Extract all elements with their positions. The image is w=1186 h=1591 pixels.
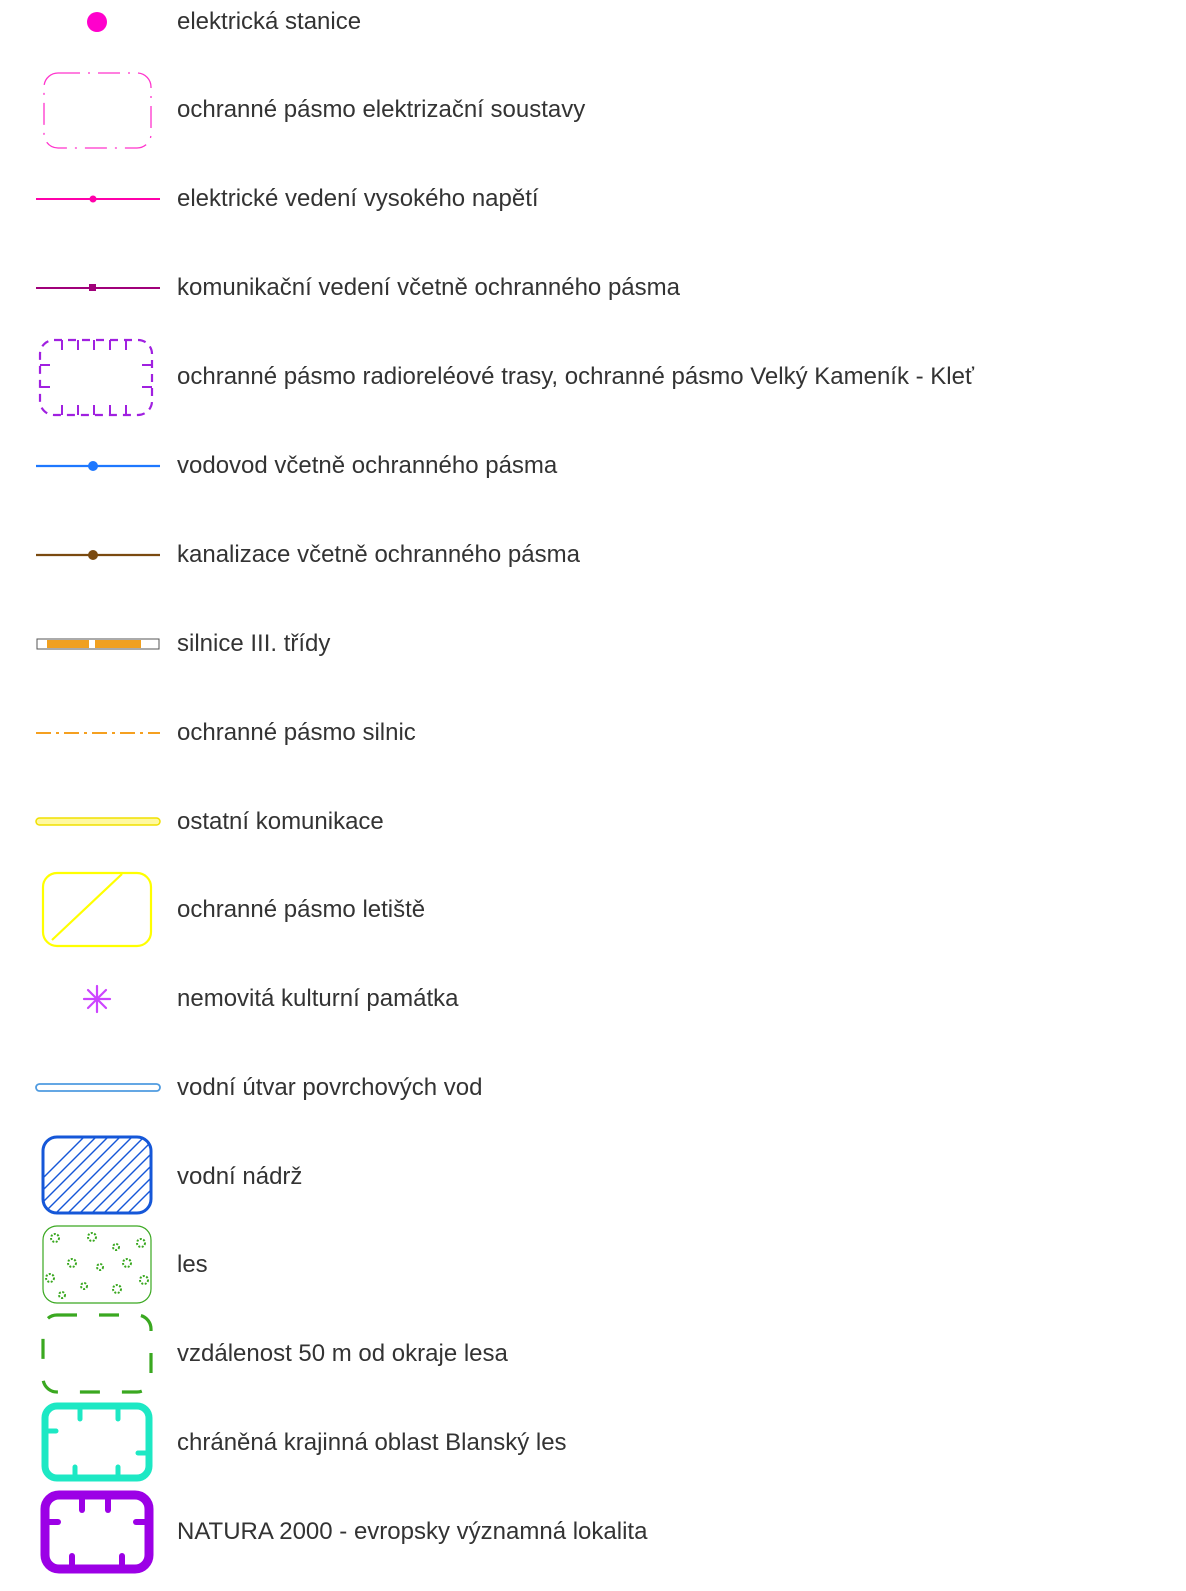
pink-dot-icon xyxy=(0,0,165,64)
legend-label: vodní nádrž xyxy=(177,1163,303,1190)
legend-label: vodovod včetně ochranného pásma xyxy=(177,452,558,479)
purple-thick-box-icon xyxy=(0,1490,165,1574)
legend-label: ochranné pásmo silnic xyxy=(177,719,416,746)
legend-label: les xyxy=(177,1251,208,1278)
legend-label: ochranné pásmo letiště xyxy=(177,896,426,923)
legend-label: nemovitá kulturní památka xyxy=(177,985,459,1012)
brown-line-with-dot-icon xyxy=(0,513,165,597)
legend-item-water-reservoir xyxy=(0,1135,1186,1219)
legend-item-power-grid-buffer xyxy=(0,68,1186,152)
blue-hatched-box-icon xyxy=(0,1135,165,1219)
pink-line-with-dot-icon xyxy=(0,157,165,241)
legend-label: elektrické vedení vysokého napětí xyxy=(177,185,539,212)
legend-label: NATURA 2000 - evropsky významná lokalita xyxy=(177,1518,648,1545)
legend-item-electric-station xyxy=(0,0,1186,64)
legend-item-sewer xyxy=(0,513,1186,597)
orange-dash-dot-line-icon xyxy=(0,691,165,775)
legend-item-communication-line xyxy=(0,246,1186,330)
yellow-box-with-diagonal-icon xyxy=(0,868,165,952)
green-patterned-box-icon xyxy=(0,1223,165,1307)
legend-label: komunikační vedení včetně ochranného pásma xyxy=(177,274,680,301)
legend-item-forest-edge-distance xyxy=(0,1312,1186,1396)
legend-label: ochranné pásmo radioreléové trasy, ochranné pásmo Velký Kameník - Kleť xyxy=(177,363,974,390)
legend-item-natura-2000 xyxy=(0,1490,1186,1574)
yellow-double-line-icon xyxy=(0,780,165,864)
legend-item-water-main xyxy=(0,424,1186,508)
legend-item-forest xyxy=(0,1223,1186,1307)
light-blue-double-line-icon xyxy=(0,1046,165,1130)
legend-item-road-class-3 xyxy=(0,602,1186,686)
violet-asterisk-icon xyxy=(0,957,165,1041)
legend-label: kanalizace včetně ochranného pásma xyxy=(177,541,580,568)
legend-label: vodní útvar povrchových vod xyxy=(177,1074,483,1101)
legend-label: elektrická stanice xyxy=(177,8,362,35)
teal-thick-box-icon xyxy=(0,1401,165,1485)
legend-item-airport-buffer xyxy=(0,868,1186,952)
blue-line-with-dot-icon xyxy=(0,424,165,508)
legend-label: ostatní komunikace xyxy=(177,808,384,835)
violet-tick-box-icon xyxy=(0,335,165,419)
purple-line-with-square-icon xyxy=(0,246,165,330)
orange-road-band-icon xyxy=(0,602,165,686)
legend-label: vzdálenost 50 m od okraje lesa xyxy=(177,1340,508,1367)
legend-label: silnice III. třídy xyxy=(177,630,331,657)
legend-item-cultural-monument xyxy=(0,957,1186,1041)
legend-label: chráněná krajinná oblast Blanský les xyxy=(177,1429,567,1456)
legend-label: ochranné pásmo elektrizační soustavy xyxy=(177,96,586,123)
legend-item-road-buffer xyxy=(0,691,1186,775)
legend-item-other-road xyxy=(0,780,1186,864)
green-dashed-box-icon xyxy=(0,1312,165,1396)
legend-item-surface-water-body xyxy=(0,1046,1186,1130)
pink-dash-dot-box-icon xyxy=(0,68,165,152)
legend-item-protected-landscape-area xyxy=(0,1401,1186,1485)
legend-item-radio-relay-buffer xyxy=(0,335,1186,419)
legend-item-high-voltage-line xyxy=(0,157,1186,241)
